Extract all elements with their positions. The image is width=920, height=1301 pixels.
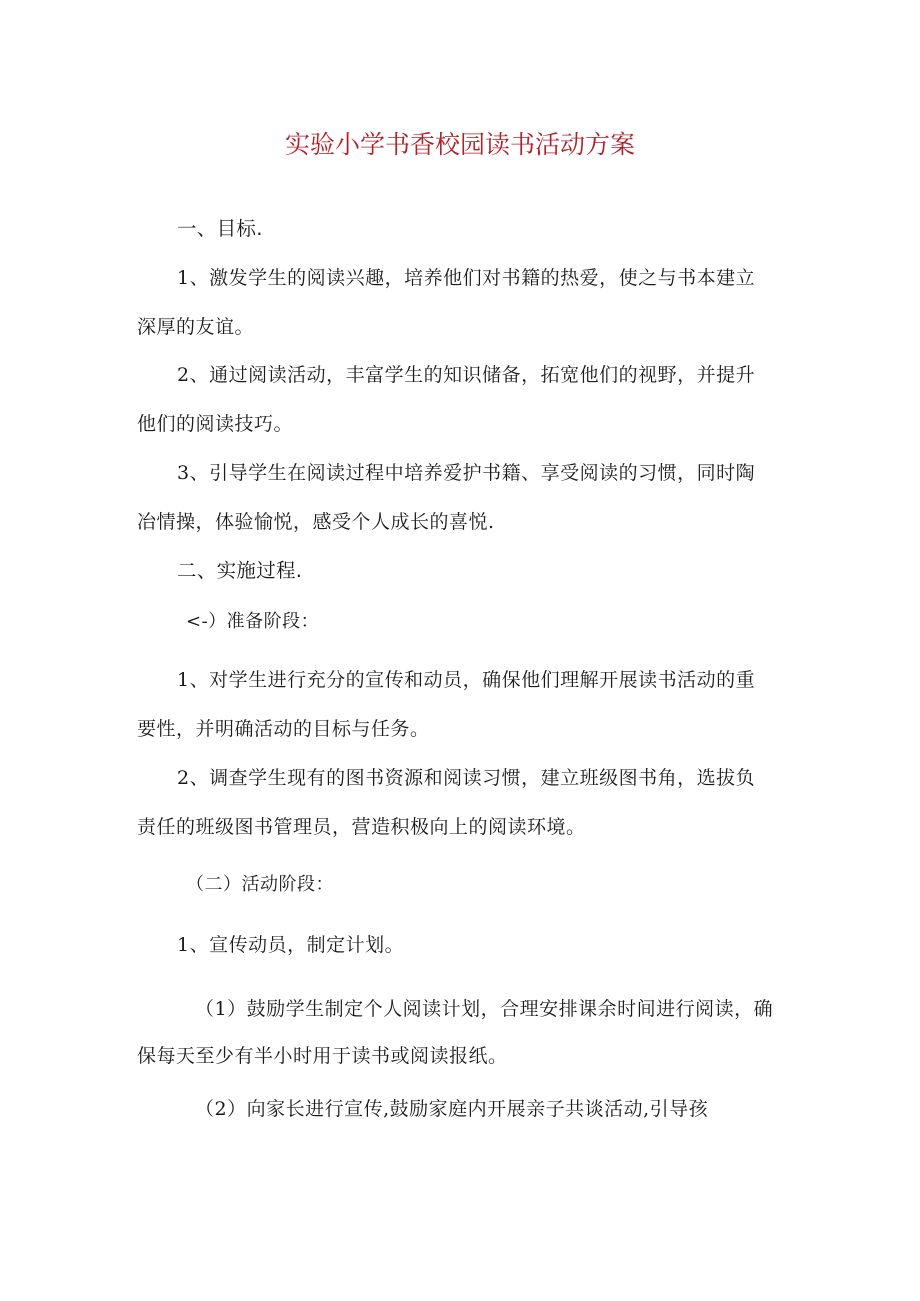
paragraph-line: 1、激发学生的阅读兴趣，培养他们对书籍的热爱，使之与书本建立 (177, 267, 756, 289)
paragraph-line: 他们的阅读技巧。 (137, 413, 294, 435)
paragraph-line: （1）鼓励学生制定个人阅读计划，合理安排课余时间进行阅读，确 (195, 998, 774, 1020)
paragraph-line: 深厚的友谊。 (137, 316, 255, 338)
paragraph-line: （2）向家长进行宣传,鼓励家庭内开展亲子共谈活动,引导孩 (195, 1098, 709, 1120)
paragraph-line: 2、通过阅读活动，丰富学生的知识储备，拓宽他们的视野，并提升 (177, 364, 756, 386)
document-title: 实验小学书香校园读书活动方案 (284, 130, 635, 159)
section-heading-implementation: 二、实施过程. (177, 559, 303, 582)
paragraph-line: 2、调查学生现有的图书资源和阅读习惯，建立班级图书角，选拔负 (177, 767, 756, 789)
paragraph-line: 1、宣传动员，制定计划。 (177, 934, 405, 956)
paragraph-line: 3、引导学生在阅读过程中培养爱护书籍、享受阅读的习惯，同时陶 (177, 462, 756, 484)
paragraph-line: 保每天至少有半小时用于读书或阅读报纸。 (137, 1045, 508, 1067)
section-heading-goals: 一、目标. (177, 217, 263, 240)
paragraph-line: 责任的班级图书管理员，营造积极向上的阅读环境。 (137, 816, 586, 838)
paragraph-line: 要性，并明确活动的目标与任务。 (137, 718, 430, 740)
subsection-heading-activity: （二）活动阶段： (186, 874, 334, 895)
paragraph-line: 冶情操，体验愉悦，感受个人成长的喜悦. (137, 511, 495, 533)
paragraph-line: 1、对学生进行充分的宣传和动员，确保他们理解开展读书活动的重 (177, 669, 756, 691)
subsection-heading-preparation: <-）准备阶段： (186, 611, 320, 632)
